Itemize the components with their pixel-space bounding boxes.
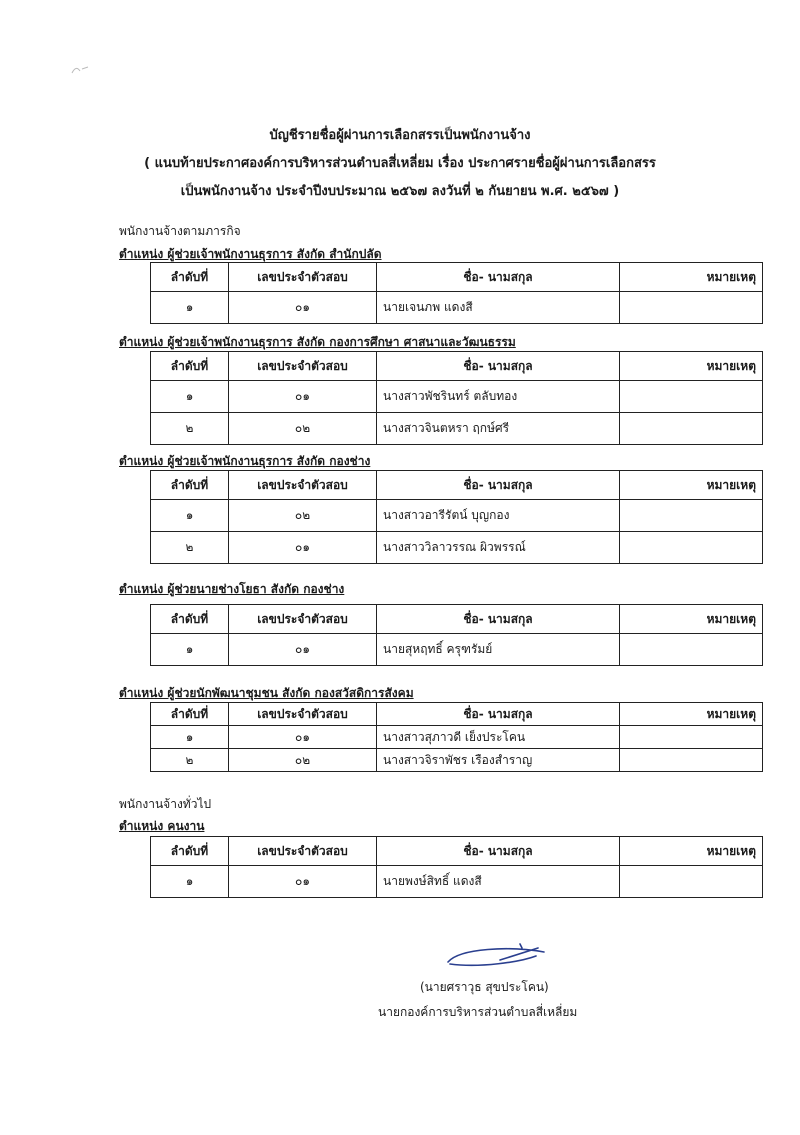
roster-table — [150, 470, 763, 564]
cell-note — [620, 500, 763, 532]
section-title: ตำแหน่ง ผู้ช่วยนักพัฒนาชุมชน สังกัด กองสวัสดิการสังคม — [119, 686, 414, 700]
cell-exam-id: ๐๑ — [229, 292, 377, 324]
roster-table — [150, 262, 763, 324]
roster-table — [150, 702, 763, 772]
document-title: บัญชีรายชื่อผู้ผ่านการเลือกสรรเป็นพนักงานจ้าง — [269, 128, 531, 143]
scan-mark — [70, 62, 90, 81]
cell-name: นางสาวจิราพัชร เรืองสำราญ — [377, 749, 620, 772]
section-title: ตำแหน่ง คนงาน — [119, 819, 205, 833]
column-header-no: ลำดับที่ — [151, 605, 229, 634]
column-header-name: ชื่อ- นามสกุล — [377, 703, 620, 726]
cell-no: ๑ — [151, 292, 229, 324]
cell-no: ๑ — [151, 500, 229, 532]
document-subtitle-2: เป็นพนักงานจ้าง ประจำปีงบประมาณ ๒๕๖๗ ลงวันที่ ๒ กันยายน พ.ศ. ๒๕๖๗ ) — [180, 184, 620, 199]
roster-table — [150, 604, 763, 666]
section-title: ตำแหน่ง ผู้ช่วยเจ้าพนักงานธุรการ สังกัด กองช่าง — [119, 454, 371, 468]
table-row — [151, 749, 763, 772]
table-row — [151, 532, 763, 564]
column-header-name: ชื่อ- นามสกุล — [377, 837, 620, 866]
column-header-no: ลำดับที่ — [151, 471, 229, 500]
cell-name: นางสาวอารีรัตน์ บุญกอง — [377, 500, 620, 532]
column-header-exam-id: เลขประจำตัวสอบ — [229, 352, 377, 381]
column-header-name: ชื่อ- นามสกุล — [377, 605, 620, 634]
signatory-title: นายกองค์การบริหารส่วนตำบลสี่เหลี่ยม — [378, 1005, 578, 1019]
group-label: พนักงานจ้างทั่วไป — [119, 797, 212, 811]
cell-note — [620, 634, 763, 666]
cell-exam-id: ๐๑ — [229, 866, 377, 898]
document-subtitle-1: ( แนบท้ายประกาศองค์การบริหารส่วนตำบลสี่เหลี่ยม เรื่อง ประกาศรายชื่อผู้ผ่านการเลือกสรร — [144, 156, 656, 171]
signatory-name: (นายศราวุธ สุขประโคน) — [420, 980, 549, 994]
cell-no: ๑ — [151, 634, 229, 666]
column-header-exam-id: เลขประจำตัวสอบ — [229, 703, 377, 726]
section-title: ตำแหน่ง ผู้ช่วยนายช่างโยธา สังกัด กองช่าง — [119, 582, 345, 596]
cell-exam-id: ๐๑ — [229, 634, 377, 666]
cell-no: ๒ — [151, 532, 229, 564]
cell-note — [620, 749, 763, 772]
cell-note — [620, 381, 763, 413]
cell-no: ๒ — [151, 749, 229, 772]
cell-exam-id: ๐๒ — [229, 500, 377, 532]
roster-table — [150, 351, 763, 445]
column-header-no: ลำดับที่ — [151, 837, 229, 866]
table-header-row — [151, 837, 763, 866]
table-row — [151, 634, 763, 666]
signature-image — [440, 940, 560, 978]
table-row — [151, 381, 763, 413]
column-header-note: หมายเหตุ — [620, 703, 763, 726]
column-header-name: ชื่อ- นามสกุล — [377, 352, 620, 381]
column-header-exam-id: เลขประจำตัวสอบ — [229, 605, 377, 634]
cell-name: นางสาวพัชรินทร์ ตลับทอง — [377, 381, 620, 413]
group-label: พนักงานจ้างตามภารกิจ — [119, 224, 241, 238]
table-header-row — [151, 263, 763, 292]
column-header-no: ลำดับที่ — [151, 703, 229, 726]
roster-table — [150, 836, 763, 898]
cell-note — [620, 532, 763, 564]
column-header-exam-id: เลขประจำตัวสอบ — [229, 471, 377, 500]
table-row — [151, 866, 763, 898]
column-header-exam-id: เลขประจำตัวสอบ — [229, 837, 377, 866]
table-header-row — [151, 352, 763, 381]
column-header-exam-id: เลขประจำตัวสอบ — [229, 263, 377, 292]
cell-name: นายพงษ์สิทธิ์ แดงสี — [377, 866, 620, 898]
table-row — [151, 413, 763, 445]
table-header-row — [151, 605, 763, 634]
cell-no: ๑ — [151, 381, 229, 413]
cell-note — [620, 292, 763, 324]
cell-no: ๑ — [151, 866, 229, 898]
column-header-note: หมายเหตุ — [620, 263, 763, 292]
cell-note — [620, 726, 763, 749]
column-header-note: หมายเหตุ — [620, 471, 763, 500]
cell-exam-id: ๐๒ — [229, 749, 377, 772]
cell-name: นายสุหฤทธิ์ ครุฑรัมย์ — [377, 634, 620, 666]
cell-no: ๑ — [151, 726, 229, 749]
column-header-note: หมายเหตุ — [620, 837, 763, 866]
table-row — [151, 726, 763, 749]
cell-exam-id: ๐๒ — [229, 413, 377, 445]
section-title: ตำแหน่ง ผู้ช่วยเจ้าพนักงานธุรการ สังกัด สำนักปลัด — [119, 247, 382, 261]
table-row — [151, 292, 763, 324]
column-header-no: ลำดับที่ — [151, 352, 229, 381]
table-header-row — [151, 471, 763, 500]
column-header-no: ลำดับที่ — [151, 263, 229, 292]
table-header-row — [151, 703, 763, 726]
cell-note — [620, 866, 763, 898]
cell-name: นางสาววิลาวรรณ ผิวพรรณ์ — [377, 532, 620, 564]
section-title: ตำแหน่ง ผู้ช่วยเจ้าพนักงานธุรการ สังกัด กองการศึกษา ศาสนาและวัฒนธรรม — [119, 335, 516, 349]
cell-exam-id: ๐๑ — [229, 532, 377, 564]
cell-note — [620, 413, 763, 445]
cell-name: นายเจนภพ แดงสี — [377, 292, 620, 324]
column-header-name: ชื่อ- นามสกุล — [377, 263, 620, 292]
table-row — [151, 500, 763, 532]
column-header-name: ชื่อ- นามสกุล — [377, 471, 620, 500]
cell-exam-id: ๐๑ — [229, 381, 377, 413]
cell-exam-id: ๐๑ — [229, 726, 377, 749]
cell-name: นางสาวจินตหรา ฤกษ์ศรี — [377, 413, 620, 445]
column-header-note: หมายเหตุ — [620, 605, 763, 634]
cell-name: นางสาวสุภาวดี เย็งประโคน — [377, 726, 620, 749]
cell-no: ๒ — [151, 413, 229, 445]
column-header-note: หมายเหตุ — [620, 352, 763, 381]
